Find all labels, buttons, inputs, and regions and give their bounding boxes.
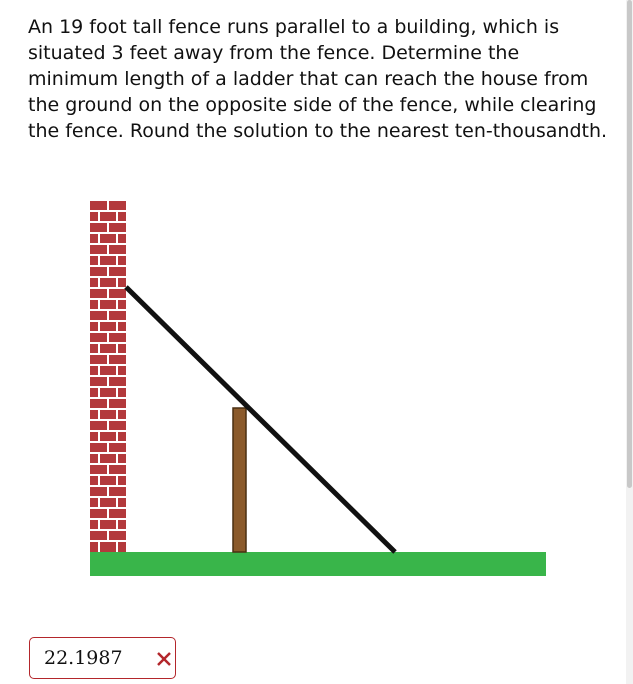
ladder xyxy=(126,287,395,552)
answer-input[interactable] xyxy=(29,637,176,679)
wrong-x-icon xyxy=(156,647,172,669)
fence-post xyxy=(233,408,246,552)
scrollbar-track[interactable] xyxy=(626,0,633,684)
scrollbar-thumb[interactable] xyxy=(627,0,632,488)
ground xyxy=(90,552,546,576)
brick-wall xyxy=(90,200,126,552)
question-text: An 19 foot tall fence runs parallel to a building, which is situated 3 feet away from the fence. Determine the minimum length of a ladder that can reach the house from the ground on the opposite side of the fence, while clearing the fence. Round the solution to the nearest ten-thousandth. xyxy=(28,16,608,142)
answer-value[interactable]: 22.1987 xyxy=(44,647,123,669)
